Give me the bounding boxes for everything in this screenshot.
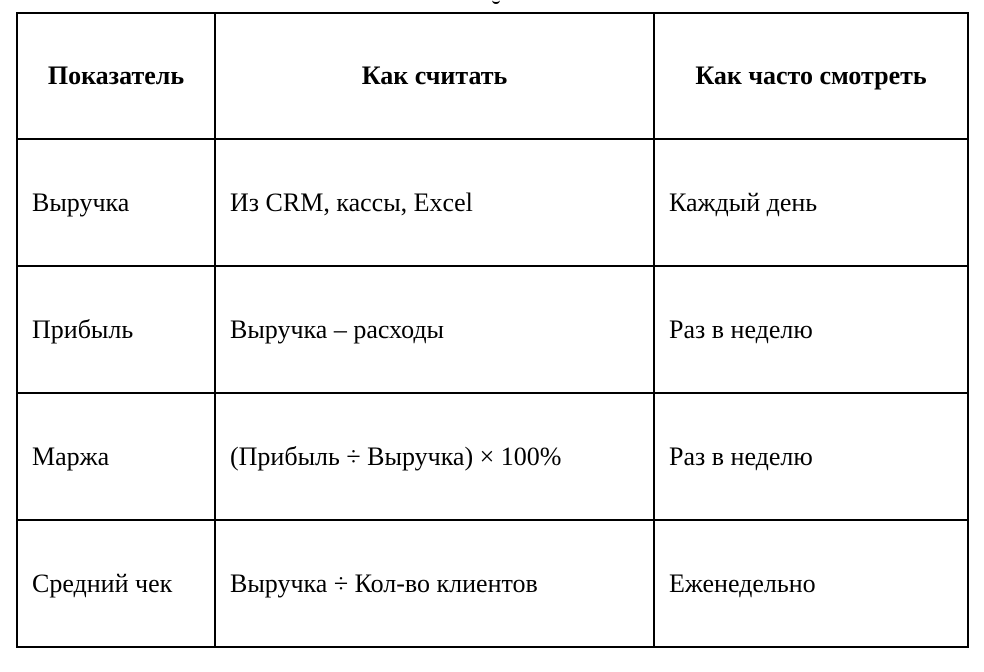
cell-indicator: Выручка <box>17 139 215 266</box>
cell-indicator: Средний чек <box>17 520 215 647</box>
cell-frequency: Раз в неделю <box>654 393 968 520</box>
table-row <box>17 139 968 266</box>
header-how-often: Как часто смотреть <box>654 13 968 139</box>
header-indicator: Показатель <box>17 13 215 139</box>
table-header-row <box>17 13 968 139</box>
header-how-to-calculate: Как считать <box>215 13 654 139</box>
cell-frequency: Раз в неделю <box>654 266 968 393</box>
metrics-table <box>16 12 969 648</box>
table-row <box>17 393 968 520</box>
table-row <box>17 520 968 647</box>
table-row <box>17 266 968 393</box>
cell-frequency: Каждый день <box>654 139 968 266</box>
cell-indicator: Маржа <box>17 393 215 520</box>
cell-formula: (Прибыль ÷ Выручка) × 100% <box>215 393 654 520</box>
cell-formula: Из CRM, кассы, Excel <box>215 139 654 266</box>
cell-formula: Выручка ÷ Кол-во клиентов <box>215 520 654 647</box>
cell-frequency: Еженедельно <box>654 520 968 647</box>
cell-formula: Выручка – расходы <box>215 266 654 393</box>
page-fragment-mark <box>492 0 500 4</box>
cell-indicator: Прибыль <box>17 266 215 393</box>
